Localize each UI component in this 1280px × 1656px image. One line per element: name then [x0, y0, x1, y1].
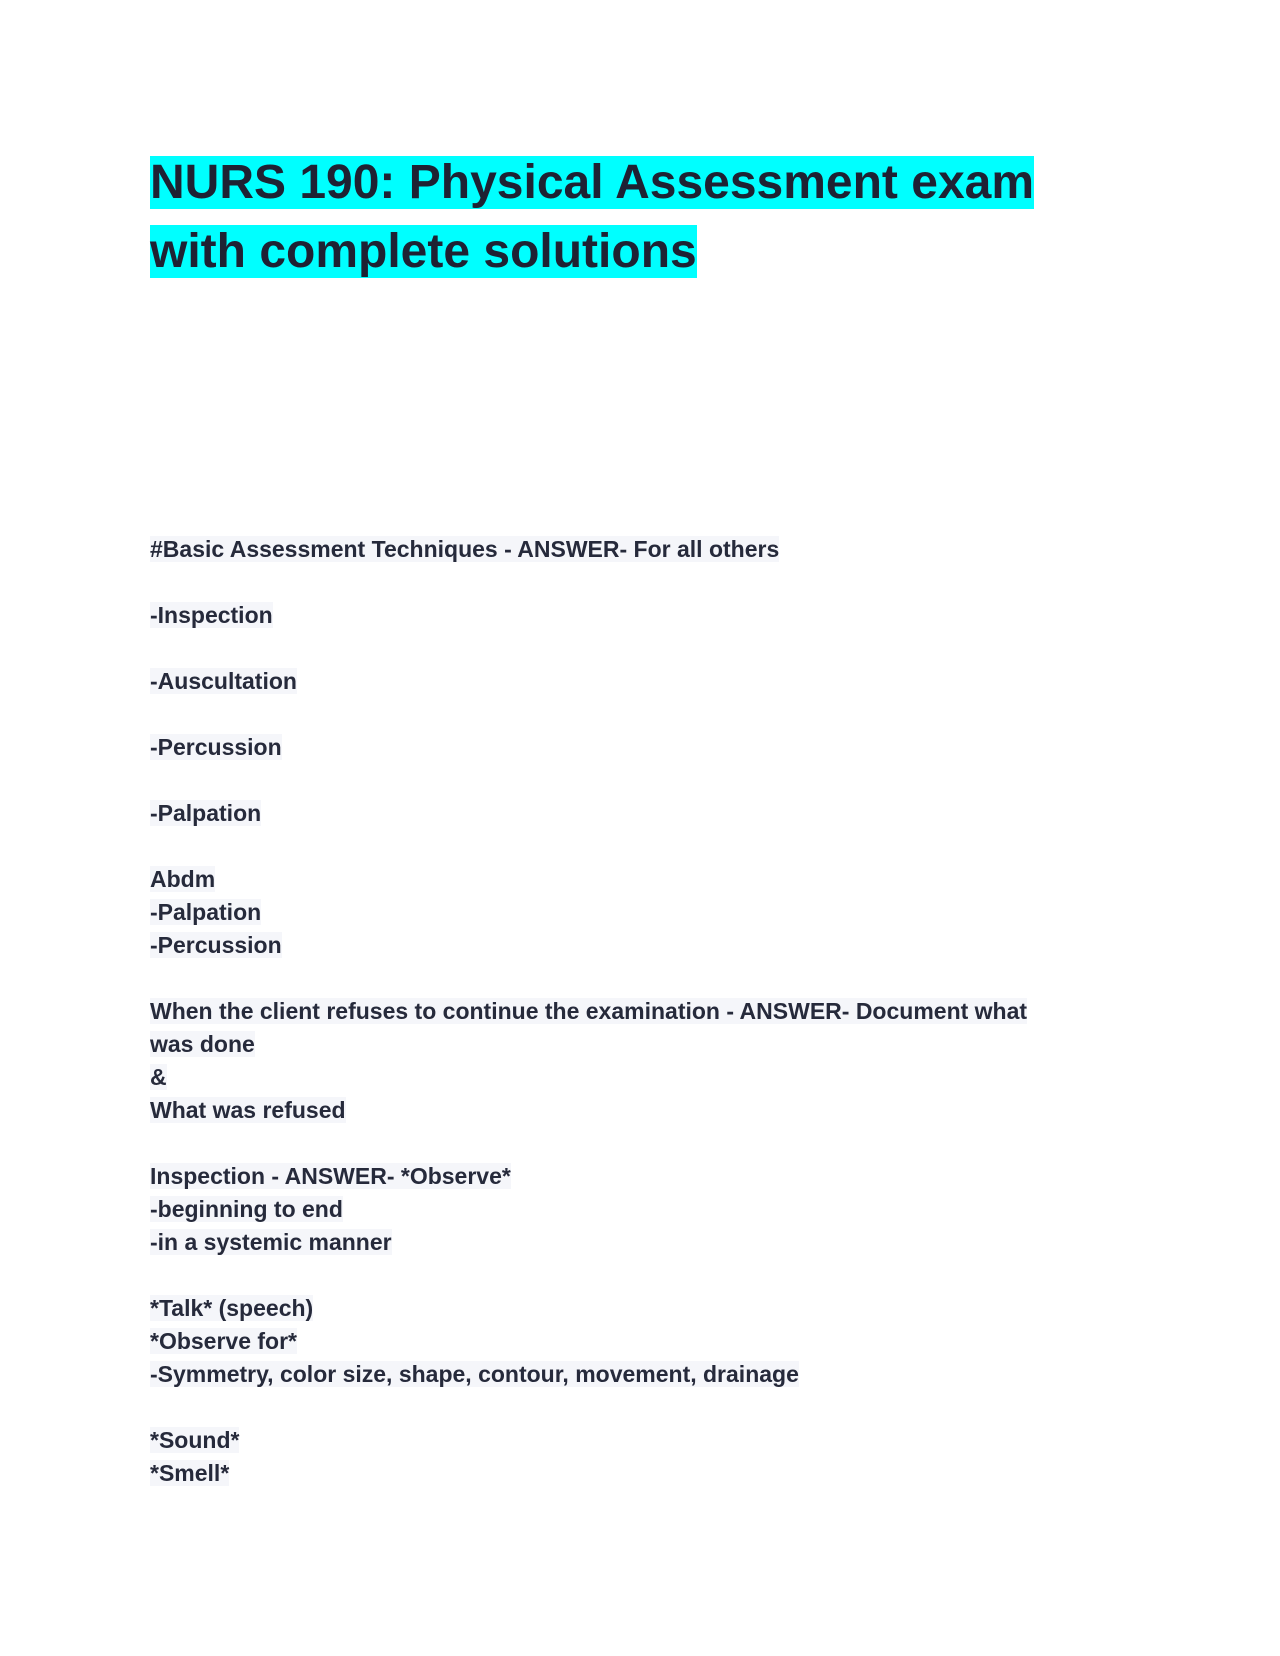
text-block: [150, 995, 1130, 1127]
text-line-content: -Palpation: [150, 800, 262, 826]
text-line: [150, 599, 1130, 632]
text-line: [150, 1193, 1130, 1226]
paragraph-gap: [150, 830, 1130, 863]
text-block: [150, 1160, 1130, 1259]
text-line: [150, 1094, 1130, 1127]
text-line: [150, 731, 1130, 764]
paragraph-gap: [150, 764, 1130, 797]
text-line-content: was done: [150, 1031, 255, 1057]
paragraph-gap: [150, 632, 1130, 665]
text-line: [150, 665, 1130, 698]
text-line-content: When the client refuses to continue the examination - ANSWER- Document what: [150, 998, 1028, 1024]
text-line: [150, 533, 1130, 566]
text-line: [150, 1292, 1130, 1325]
text-line: [150, 1424, 1130, 1457]
text-line-content: -Percussion: [150, 734, 282, 760]
text-line-content: -Palpation: [150, 899, 262, 925]
text-line: [150, 863, 1130, 896]
text-line-content: -Inspection: [150, 602, 273, 628]
text-line-content: *Smell*: [150, 1460, 230, 1486]
text-block: [150, 1424, 1130, 1490]
text-line: [150, 1226, 1130, 1259]
text-line-content: -Symmetry, color size, shape, contour, movement, drainage: [150, 1361, 799, 1387]
paragraph-gap: [150, 1127, 1130, 1160]
paragraph-gap: [150, 1259, 1130, 1292]
text-line: [150, 995, 1130, 1028]
text-block: [150, 599, 1130, 632]
text-line: [150, 1457, 1130, 1490]
paragraph-gap: [150, 566, 1130, 599]
text-block: [150, 863, 1130, 962]
text-line-content: Abdm: [150, 866, 216, 892]
text-line-content: *Observe for*: [150, 1328, 298, 1354]
text-line-content: -Auscultation: [150, 668, 297, 694]
text-line-content: -in a systemic manner: [150, 1229, 392, 1255]
text-line: [150, 896, 1130, 929]
text-line-content: Inspection - ANSWER- *Observe*: [150, 1163, 511, 1189]
text-line-content: What was refused: [150, 1097, 346, 1123]
text-line-content: -beginning to end: [150, 1196, 343, 1222]
paragraph-gap: [150, 698, 1130, 731]
document-page: [150, 148, 1130, 1490]
paragraph-gap: [150, 962, 1130, 995]
text-line-content: #Basic Assessment Techniques - ANSWER- For all others: [150, 536, 780, 562]
document-body: [150, 533, 1130, 1490]
title-line: NURS 190: Physical Assessment exam: [150, 156, 1035, 209]
text-line-content: &: [150, 1064, 167, 1090]
text-line-content: -Percussion: [150, 932, 282, 958]
text-block: [150, 533, 1130, 566]
text-line: [150, 929, 1130, 962]
title-line: with complete solutions: [150, 225, 697, 278]
text-block: [150, 797, 1130, 830]
text-line: [150, 1325, 1130, 1358]
text-line: [150, 1061, 1130, 1094]
text-line-content: *Talk* (speech): [150, 1295, 314, 1321]
text-line-content: *Sound*: [150, 1427, 240, 1453]
text-line: [150, 797, 1130, 830]
text-line: [150, 1028, 1130, 1061]
text-line: [150, 1160, 1130, 1193]
paragraph-gap: [150, 1391, 1130, 1424]
text-block: [150, 1292, 1130, 1391]
text-block: [150, 731, 1130, 764]
document-title: [150, 148, 1130, 286]
text-line: [150, 1358, 1130, 1391]
text-block: [150, 665, 1130, 698]
